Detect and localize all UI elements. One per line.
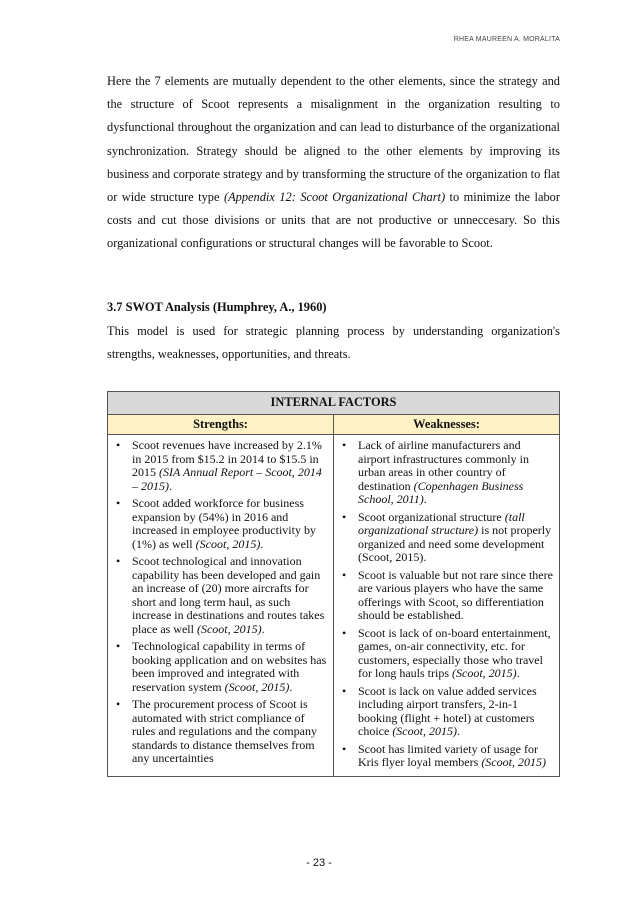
weakness-item (340, 569, 555, 623)
bullet-icon: • (342, 625, 347, 640)
citation: (tall organizational structure) (358, 509, 525, 537)
page-number: - 23 - (306, 857, 332, 869)
item-ending: . (260, 536, 264, 551)
internal-factors-header: INTERNAL FACTORS (108, 392, 560, 415)
item-text: Scoot organizational structure (358, 509, 505, 524)
weakness-item (340, 685, 555, 739)
bullet-icon: • (342, 567, 347, 582)
item-ending: . (423, 492, 427, 506)
citation: (Scoot, 2015) (195, 536, 261, 551)
weakness-item (340, 439, 555, 507)
citation: (Scoot, 2015) (481, 755, 546, 769)
item-ending: . (456, 724, 460, 738)
strength-item (114, 497, 329, 551)
item-ending: . (261, 621, 265, 636)
citation: (SIA Annual Report – Scoot, 2014 – 2015) (132, 465, 322, 493)
bullet-icon: • (342, 683, 347, 698)
strength-item (114, 555, 329, 636)
item-text: Scoot technological and innovation capability has been developed and gain an increase of (20) more aircrafts for short and long term haul, as such increase in destinations and routes takes place as well (132, 554, 325, 636)
weakness-item (340, 743, 555, 770)
bullet-icon: • (342, 438, 347, 452)
citation: (Scoot, 2015) (196, 621, 262, 636)
item-ending: . (169, 478, 172, 493)
bullet-icon: • (116, 554, 121, 568)
strengths-list (114, 439, 329, 766)
item-text: Scoot revenues have increased by 2.1% in 2015 from $15.2 in 2014 to $15.5 in 2015 (132, 438, 322, 479)
section-title: 3.7 SWOT Analysis (Humphrey, A., 1960) (107, 300, 327, 314)
citation: (Copenhagen Business School, 2011) (358, 478, 524, 506)
body-paragraph (107, 70, 560, 256)
strengths-header: Strengths: (108, 415, 334, 435)
bullet-icon: • (116, 697, 121, 711)
item-text: The procurement process of Scoot is automated with strict compliance of rules and regulations and the company standards to distance themselves from any uncertainties (132, 697, 317, 765)
strength-item (114, 698, 329, 766)
paragraph-text: to minimize the labor costs and cut those divisions or units that are not productive or unneccesary. So this organizational configurations or structural changes will be favorable to Scoot. (107, 190, 560, 251)
item-ending: . (289, 679, 293, 694)
item-ending: . (516, 666, 520, 680)
item-text: Lack of airline manufacturers and airport infrastructures commonly in urban areas in other country of destination (358, 438, 529, 493)
strength-item (114, 640, 329, 694)
body-paragraph: This model is used for strategic planning process by understanding organization's strengths, weaknesses, opportunities, and threats. (107, 324, 560, 362)
swot-table (107, 391, 560, 777)
page-header-author: RHEA MAUREEN A. MORALITA (453, 36, 560, 43)
paragraph-text: Here the 7 elements are mutually dependent to the other elements, since the strategy and the structure of Scoot represents a misalignment in the organization resulting to dysfunctional throughout the organization and can lead to disturbance of the organizational synchronization. Strategy should be aligned to the other elements by improving its business and corporate strategy and by transforming the structure of the organization to flat or wide structure type (107, 74, 560, 205)
item-text: Technological capability in terms of booking application and on websites has been improved and integrated with reservation system (132, 639, 327, 694)
item-text: Scoot added workforce for business expansion by (54%) in 2016 and increased in employee productivity by (1%) as well (132, 496, 316, 551)
item-text: Scoot has limited variety of usage for Kris flyer loyal members (358, 741, 538, 769)
appendix-reference: (Appendix 12: Scoot Organizational Chart) (223, 190, 446, 205)
item-ending: is not properly organized and need some development (Scoot, 2015). (358, 523, 552, 564)
strength-item (114, 439, 329, 493)
citation: (Scoot, 2015) (392, 724, 457, 738)
bullet-icon: • (116, 438, 121, 452)
bullet-icon: • (342, 509, 347, 524)
item-text: Scoot is lack on value added services including airport transfers, 2-in-1 booking (flight + hotel) at customers choice (358, 683, 537, 738)
citation: (Scoot, 2015) (224, 679, 290, 694)
weakness-item (340, 511, 555, 565)
bullet-icon: • (116, 639, 121, 653)
item-text: Scoot is valuable but not rare since there are various players who have the same offerings with Scoot, so differentiation should be established. (358, 567, 553, 622)
bullet-icon: • (342, 741, 347, 756)
citation: (Scoot, 2015) (452, 666, 517, 680)
weaknesses-header: Weaknesses: (334, 415, 560, 435)
strengths-cell (108, 435, 334, 777)
bullet-icon: • (116, 496, 121, 510)
weaknesses-list (340, 439, 555, 770)
item-text: Scoot is lack of on-board entertainment, games, on-air connectivity, etc. for customers, especially those who travel for long hauls trips (358, 625, 551, 680)
weaknesses-cell (334, 435, 560, 777)
weakness-item (340, 627, 555, 681)
